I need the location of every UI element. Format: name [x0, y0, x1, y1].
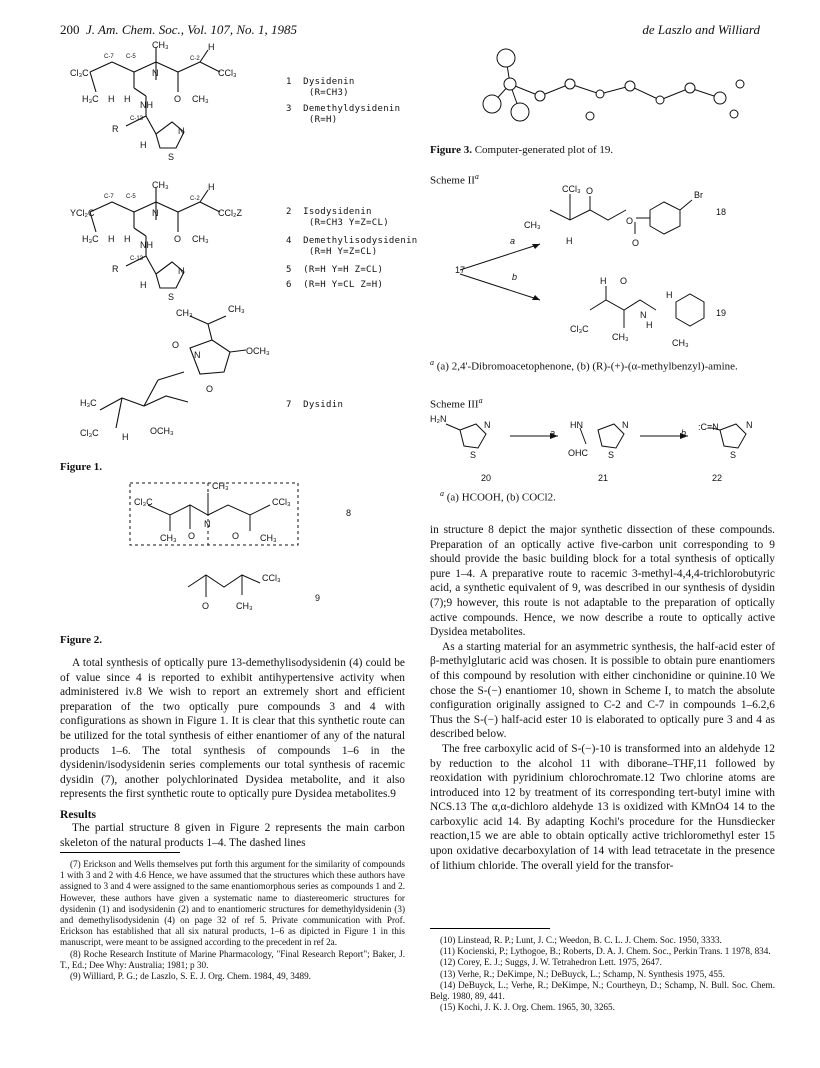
svg-text:N: N [622, 420, 629, 430]
svg-text:Cl₃C: Cl₃C [70, 68, 89, 78]
svg-text:CH₃: CH₃ [212, 481, 229, 491]
svg-text:CCl₃: CCl₃ [272, 497, 291, 507]
footnote: (12) Corey, E. J.; Suggs, J. W. Tetrahedron Lett. 1975, 2647. [440, 957, 662, 968]
scheme2-arrow-a: a [510, 236, 516, 246]
scheme3-label-20: 20 [481, 473, 492, 483]
svg-text:N: N [746, 420, 753, 430]
svg-text:S: S [168, 292, 175, 302]
scheme3-title: Scheme III$^a$ [430, 396, 483, 411]
figure2-structures [120, 475, 360, 625]
svg-text:N: N [484, 420, 491, 430]
svg-text:C-2: C-2 [190, 56, 200, 62]
svg-text:H₃C: H₃C [82, 234, 99, 244]
svg-text:S: S [608, 450, 615, 460]
paragraph: A total synthesis of optically pure 13-demethylisodysidenin (4) could be of value since 4 is reported to exhibit antihypertensive activity when administered iv.8 We wish to report an extremely short and efficient preparation of the two optically pure compounds 3 and 4 with configurations as shown in Figure 1. It is clear that this synthetic route can be utilized for the total synthesis of either enantiomer of any of the natural products 1–6. The total synthesis of compounds 1–6 in the dysidenin/isodysidenin series complements our total synthesis of racemic dysidin (7), another polychlorinated Dysidea metabolite, and it also represents the first synthetic route to optically pure Dysidea metabolites.9 [60, 657, 405, 801]
figure1-label-7: 7 Dysidin [286, 400, 344, 410]
scheme2-footnote: $^a$ (a) 2,4'-Dibromoacetophenone, (b) (R)-(+)-(α-methylbenzyl)-amine. [430, 358, 738, 373]
svg-text:H: H [208, 42, 215, 52]
svg-text:O: O [232, 531, 240, 541]
svg-text:H: H [140, 140, 147, 150]
figure2-label-9: 9 [315, 593, 321, 603]
footnote: (8) Roche Research Institute of Marine Pharmacology, "Final Research Report"; Baker, J. T., Ed.; Dee Why: Australia; 1981; p 30. [60, 948, 405, 970]
svg-text:Cl₃C: Cl₃C [134, 497, 153, 507]
svg-text:O: O [172, 340, 180, 350]
svg-text:H: H [124, 94, 131, 104]
svg-text:O: O [202, 601, 210, 611]
svg-text:O: O [174, 94, 182, 104]
svg-text:CH₃: CH₃ [612, 332, 629, 342]
svg-text:H₃C: H₃C [80, 398, 97, 408]
svg-text:H: H [108, 234, 115, 244]
svg-text:R: R [112, 264, 119, 274]
figure3-caption: Figure 3. Computer-generated plot of 19. [430, 144, 614, 156]
figure1-label-6: 6 (R=H Y=CL Z=H) [286, 280, 384, 290]
svg-text:N: N [178, 266, 185, 276]
figure1-label-5: 5 (R=H Y=H Z=CL) [286, 265, 384, 275]
svg-text:H: H [666, 290, 673, 300]
footnote-rule [60, 852, 180, 853]
svg-text:NH: NH [140, 100, 153, 110]
svg-text:S: S [730, 450, 737, 460]
footnote: (14) DeBuyck, L.; Verhe, R.; DeKimpe, N.; Courtheyn, D.; Schamp, N. Bull. Soc. Chem. Belg. 1980, 89, 441. [430, 979, 775, 1002]
svg-text:CH₃: CH₃ [672, 338, 689, 348]
svg-text::C≡N: :C≡N [698, 422, 719, 432]
svg-text:C-7: C-7 [104, 194, 114, 200]
svg-text:CCl₃: CCl₃ [562, 184, 581, 194]
svg-text:Cl₃C: Cl₃C [80, 428, 99, 438]
footnote: (15) Kochi, J. K. J. Org. Chem. 1965, 30, 3265. [440, 1002, 615, 1013]
scheme2-label-19: 19 [716, 308, 727, 318]
svg-text:OCH₃: OCH₃ [246, 346, 270, 356]
svg-text:C-5: C-5 [126, 194, 136, 200]
svg-text:N: N [194, 350, 201, 360]
svg-text:Br: Br [694, 190, 703, 200]
scheme3-arrow-b: b [681, 428, 687, 438]
svg-text:H: H [646, 320, 653, 330]
running-header-left [60, 22, 297, 38]
svg-text:S: S [470, 450, 477, 460]
svg-text:O: O [586, 186, 594, 196]
svg-text:C-13: C-13 [130, 116, 144, 122]
footnote-rule [430, 928, 550, 929]
svg-text:O: O [174, 234, 182, 244]
svg-text:CCl₃: CCl₃ [262, 573, 281, 583]
footnotes-right [430, 928, 775, 1013]
svg-text:NH: NH [140, 240, 153, 250]
svg-text:Cl₃C: Cl₃C [570, 324, 589, 334]
compound-name: Dysidin [303, 400, 344, 410]
figure2-label-8: 8 [346, 508, 352, 518]
compound-name: Dysidenin [303, 77, 355, 87]
figure1-label-3: 3 Demethyldysidenin (R=H) [286, 104, 401, 125]
footnote: (11) Kocienski, P.; Lythogoe, B.; Roberts, D. A. J. Chem. Soc., Perkin Trans. 1 1978, 834. [440, 946, 771, 957]
svg-text:R: R [112, 124, 119, 134]
scheme3-footnote: $^a$ (a) HCOOH, (b) COCl2. [440, 489, 556, 504]
figure1-label-1: 1 Dysidenin (R=CH3) [286, 77, 355, 98]
svg-text:CH₃: CH₃ [152, 40, 169, 50]
svg-text:N: N [178, 126, 185, 136]
svg-text:C-13: C-13 [130, 256, 144, 262]
scheme3-label-22: 22 [712, 473, 723, 483]
svg-text:O: O [632, 238, 640, 248]
svg-text:H: H [566, 236, 573, 246]
svg-text:C-5: C-5 [126, 54, 136, 60]
svg-text:N: N [152, 208, 159, 218]
svg-text:HN: HN [570, 420, 583, 430]
svg-text:C-7: C-7 [104, 54, 114, 60]
section-heading: Results [60, 807, 97, 821]
svg-text:CH₃: CH₃ [192, 234, 209, 244]
svg-text:OHC: OHC [568, 448, 588, 458]
svg-text:CH₃: CH₃ [176, 308, 193, 318]
svg-text:H: H [124, 234, 131, 244]
svg-text:CH₃: CH₃ [260, 533, 277, 543]
svg-text:N: N [204, 519, 211, 529]
running-header-authors: de Laszlo and Williard [642, 22, 760, 37]
right-body [430, 523, 775, 873]
figure1-label-2: 2 Isodysidenin (R=CH3 Y=Z=CL) [286, 207, 389, 228]
compound-name: Demethyldysidenin [303, 104, 401, 114]
svg-text:C-2: C-2 [190, 196, 200, 202]
svg-text:H: H [140, 280, 147, 290]
svg-text:O: O [188, 531, 196, 541]
svg-text:H₃C: H₃C [82, 94, 99, 104]
svg-text:O: O [620, 276, 628, 286]
footnote: (10) Linstead, R. P.; Lunt, J. C.; Weedon, B. C. L. J. Chem. Soc. 1950, 3333. [440, 935, 722, 945]
left-body [60, 656, 405, 850]
svg-text:CCl₂Z: CCl₂Z [218, 208, 242, 218]
svg-text:YCl₂C: YCl₂C [70, 208, 95, 218]
paragraph: in structure 8 depict the major synthetic dissection of these compounds. Preparation of an optically active five-carbon unit corresponding to 9 should provide the basic building block for a total synthesis of optically pure 1–4. A preparative route to racemic 3-methyl-4,4,4-trichlorobutyric acid, a synthetic equivalent of 9, was described in our synthesis of dysidin (7);9 however, this route is not adaptable to the preparation of optically active compounds. Hence, we now describe a route to optically active Dysidea metabolites. [430, 524, 775, 639]
svg-text:CH₃: CH₃ [228, 304, 245, 314]
scheme3-drawing [430, 408, 770, 470]
svg-text:CCl₃: CCl₃ [218, 68, 237, 78]
svg-text:CH₃: CH₃ [152, 180, 169, 190]
figure1-structures [60, 40, 290, 480]
svg-text:H: H [122, 432, 129, 442]
footnote: (9) Williard, P. G.; de Laszlo, S. E. J. Org. Chem. 1984, 49, 3489. [70, 971, 311, 982]
svg-text:O: O [206, 384, 214, 394]
scheme2-label-18: 18 [716, 207, 727, 217]
scheme3-arrow-a: a [550, 428, 556, 438]
compound-name: Demethylisodysidenin [303, 236, 418, 246]
svg-text:CH₃: CH₃ [192, 94, 209, 104]
page-number: 200 [60, 22, 80, 37]
svg-text:H: H [108, 94, 115, 104]
scheme2-label-17: 17 [455, 265, 466, 275]
paragraph: As a starting material for an asymmetric synthesis, the half-acid ester of β-methylglutaric acid was chosen. It is possible to obtain pure enantiomers of this compound by resolution with either cinchonidine or quinine.10 We chose the S-(−) enantiomer 10, shown in Scheme I, to match the absolute configuration originally assigned to C-2 and C-7 in compounds 1–6.2,6 Thus the S-(−) half-acid ester 10 is elaborated to optically pure 3 and 4 as described below. [430, 640, 775, 741]
scheme3-label-21: 21 [598, 473, 609, 483]
svg-text:OCH₃: OCH₃ [150, 426, 174, 436]
figure3-plot [470, 44, 760, 136]
footnote: (7) Erickson and Wells themselves put forth this argument for the similarity of compounds 1 with 3 and 2 with 4.6 Hence, we have assumed that the structures which these authors have assigned to 3 and 4 were assigned to the same enantiomorphous series as compounds 1 and 2. However, these authors have given a systematic name to diastereomeric structures for dysidenin (1) and isodysidenin (2) and to enantiomeric structures for demethyldysidenin (3) and demethylisodysidenin (4) on page 32 of ref 5. Private communication with Prof. Erickson has established that all six natural products, 1–6 as dipicted in Figure 1 in this manuscript, were meant to be assigned according to the precedent in ref 2a. [60, 859, 405, 948]
journal-citation: J. Am. Chem. Soc., Vol. 107, No. 1, 1985 [86, 22, 297, 37]
paragraph: The partial structure 8 given in Figure 2 represents the main carbon skeleton of the natural products 1–4. The dashed lines [60, 821, 405, 849]
footnote: (13) Verhe, R.; DeKimpe, N.; DeBuyck, L.; Schamp, N. Synthesis 1975, 455. [440, 968, 725, 979]
scheme2-arrow-b: b [512, 272, 518, 282]
footnotes-left [60, 852, 405, 982]
svg-text:CH₃: CH₃ [160, 533, 177, 543]
paragraph: The free carboxylic acid of S-(−)-10 is transformed into an aldehyde 12 by reduction to the alcohol 11 with diborane–THF,11 followed by reoxidation with pyridinium chlorochromate.12 Two chlorine atoms are introduced into 12 by treatment of its corresponding tert-butyl imine with NCS.13 The α,α-dichloro aldehyde 13 is oxidized with KMnO4 14 to the carboxylic acid 14. By adapting Kochi's procedure for the Hunsdiecker reaction,15 we are able to obtain optically active trichloromethyl ester 15 upon oxidative decarboxylation of 14 with lead tetracetate in the presence of lithium chloride. The overall yield for the transfor- [430, 742, 775, 872]
svg-text:CH₃: CH₃ [524, 220, 541, 230]
scheme2-title: Scheme $II^a$ [430, 172, 479, 187]
figure2-caption: Figure 2. [60, 634, 102, 646]
svg-text:H₂N: H₂N [430, 414, 447, 424]
svg-text:N: N [152, 68, 159, 78]
figure1-label-4: 4 Demethylisodysidenin (R=H Y=Z=CL) [286, 236, 418, 257]
svg-text:H: H [600, 276, 607, 286]
scheme2-drawing [440, 182, 760, 352]
svg-text:S: S [168, 152, 175, 162]
svg-text:CH₃: CH₃ [236, 601, 253, 611]
svg-text:N: N [640, 310, 647, 320]
compound-name: Isodysidenin [303, 207, 372, 217]
figure1-caption: Figure 1. [60, 461, 102, 473]
svg-text:O: O [626, 216, 634, 226]
svg-text:H: H [208, 182, 215, 192]
